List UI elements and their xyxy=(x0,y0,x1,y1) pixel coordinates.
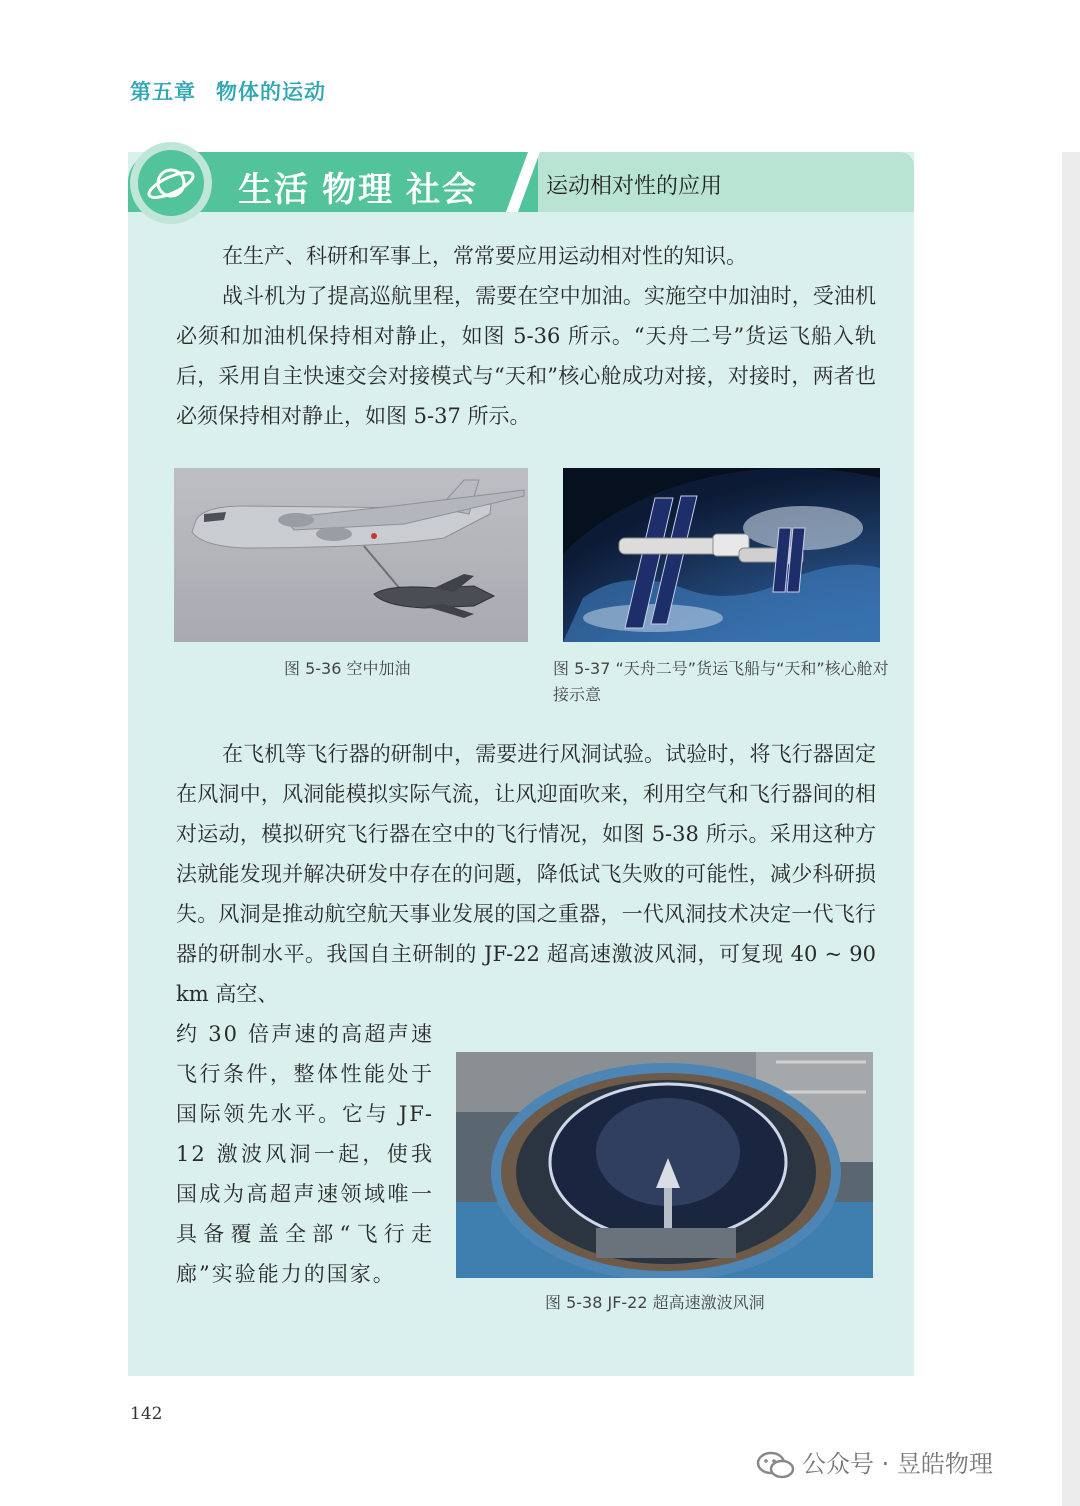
banner-title xyxy=(238,162,478,211)
chapter-header xyxy=(130,76,326,106)
watermark-text: 公众号 · 昱皓物理 xyxy=(802,1450,993,1478)
planet-icon xyxy=(138,150,204,216)
chapter-number: 第五章 xyxy=(130,79,196,104)
figure-wind-tunnel xyxy=(456,1052,873,1278)
page-edge xyxy=(1062,152,1080,1506)
banner-word-physics: 物理 xyxy=(322,170,394,210)
page-number: 142 xyxy=(130,1404,163,1424)
banner-word-society: 社会 xyxy=(406,170,478,210)
banner-subtitle: 运动相对性的应用 xyxy=(546,174,723,199)
caption-fig-5-37: 图 5-37 “天舟二号”货运飞船与“天和”核心舱对接示意 xyxy=(553,659,889,704)
banner-divider xyxy=(506,152,540,212)
wechat-icon xyxy=(756,1450,796,1480)
paragraph-jf22: 约 30 倍声速的高超声速飞行条件，整体性能处于国际领先水平。它与 JF-12 激波风洞一起，使我国成为高超声速领域唯一具备覆盖全部“飞行走廊”实验能力的国家。 xyxy=(176,1022,434,1286)
caption-fig-5-36: 图 5-36 空中加油 xyxy=(284,659,411,678)
figure-aerial-refueling xyxy=(174,468,528,642)
watermark xyxy=(756,1444,993,1480)
paragraph-intro: 在生产、科研和军事上，常常要应用运动相对性的知识。 xyxy=(222,244,747,268)
banner-word-life: 生活 xyxy=(238,170,310,210)
figure-spacecraft-docking xyxy=(563,468,880,642)
chapter-title: 物体的运动 xyxy=(216,79,326,104)
caption-fig-5-38: 图 5-38 JF-22 超高速激波风洞 xyxy=(545,1293,765,1312)
section-banner xyxy=(128,152,914,212)
paragraph-refueling: 战斗机为了提高巡航里程，需要在空中加油。实施空中加油时，受油机必须和加油机保持相对静止，如图 5-36 所示。“天舟二号”货运飞船入轨后，采用自主快速交会对接模式与“天和”核心舱成功对接，对接时，两者也必须保持相对静止，如图 5-37 所示。 xyxy=(176,284,876,428)
paragraph-wind-tunnel: 在飞机等飞行器的研制中，需要进行风洞试验。试验时，将飞行器固定在风洞中，风洞能模拟实际气流，让风迎面吹来，利用空气和飞行器间的相对运动，模拟研究飞行器在空中的飞行情况，如图 5-38 所示。采用这种方法就能发现并解决研发中存在的问题，降低试飞失败的可能性，减少科研损失。风洞是推动航空航天事业发展的国之重器，一代风洞技术决定一代飞行器的研制水平。我国自主研制的 JF-22 超高速激波风洞，可复现 40 ~ 90 km 高空、 xyxy=(176,742,876,1006)
